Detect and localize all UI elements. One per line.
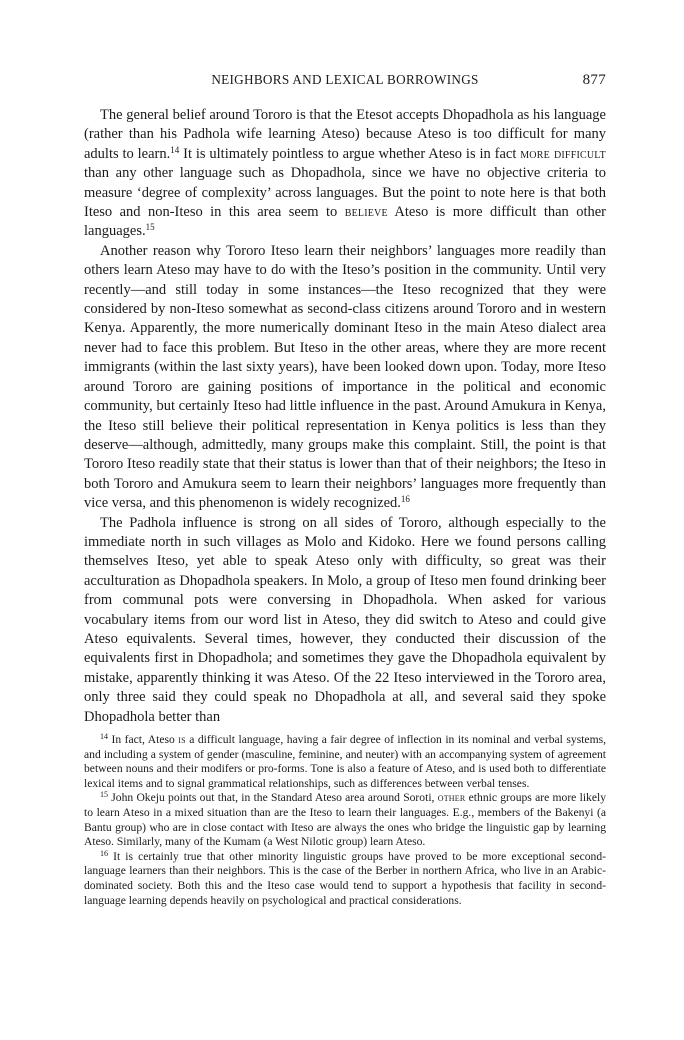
- footnote-number: 16: [100, 848, 108, 858]
- paragraph-2: [84, 242, 606, 514]
- footnote-ref: 15: [145, 222, 155, 233]
- paragraph-3: [84, 514, 606, 727]
- paragraph-text: than any other language such as Dhopadhola, since we have no objective criteria to measure ‘degree of complexity’ across languages. But the point to note here is that both Iteso and non-Iteso in this area seem to: [84, 165, 606, 221]
- paragraph-text: The Padhola influence is strong on all sides of Tororo, although especially to the immediate north in such villages as Molo and Kidoko. Here we found persons calling themselves Iteso, yet able to speak Ateso only with difficulty, so great was their acculturation as Dhopadhola speakers. In Molo, a group of Iteso men found drinking beer from communal pots were conversing in Dhopadhola. When asked for various vocabulary items from our word list in Ateso, they did switch to Ateso and could give Ateso equivalents. Several times, however, they conducted their discussion of the equivalents first in Dhopadhola; and sometimes they gave the Dhopadhola equivalent by mistake, apparently thinking it was Ateso. Of the 22 Iteso interviewed in the Tororo area, only three said they could speak no Dhopadhola at all, and several said they spoke Dhopadhola better than: [84, 514, 606, 725]
- small-caps-emphasis: is: [178, 733, 186, 746]
- footnotes: [84, 733, 606, 908]
- small-caps-emphasis: other: [437, 791, 466, 805]
- footnote-16: [84, 850, 606, 908]
- running-header: [84, 72, 606, 94]
- footnote-ref: 14: [170, 144, 180, 155]
- footnote-15: [84, 791, 606, 849]
- footnote-text: It is certainly true that other minority linguistic groups have proved to be more exceptional second-language learners than their neighbors. This is the case of the Berber in northern Africa, who live in an Arabic-dominated society. Both this and the Iteso case would tend to support a hypothesis that facility in second-language learning depends heavily on psychological and practical considerations.: [84, 849, 606, 907]
- journal-page: [84, 72, 606, 908]
- footnote-number: 14: [100, 732, 108, 741]
- footnote-14: [84, 733, 606, 791]
- paragraph-text: It is ultimately pointless to argue whether Ateso is in fact: [179, 145, 521, 162]
- footnote-number: 15: [100, 790, 108, 800]
- footnote-text: In fact, Ateso: [108, 733, 179, 746]
- footnote-ref: 16: [400, 494, 410, 505]
- paragraph-1: [84, 106, 606, 242]
- footnote-text: John Okeju points out that, in the Standard Ateso area around Soroti,: [108, 791, 438, 805]
- footnote-text: ethnic groups are more likely to learn Ateso in a mixed situation than are the Iteso to learn their languages. E.g., members of the Bakenyi (a Bantu group) who are in close contact with Iteso are always the ones who bridge the linguistic gap by learning Ateso. Similarly, many of the Kumam (a West Nilotic group) learn Ateso.: [84, 791, 606, 849]
- paragraph-text: Another reason why Tororo Iteso learn their neighbors’ languages more readily than others learn Ateso may have to do with the Iteso’s position in the community. Until very recently—and still today in some instances—the Iteso recognized that they were considered by non-Iteso somewhat as second-class citizens around Tororo and in western Kenya. Apparently, the more numerically dominant Iteso in the main Ateso dialect area never had to face this problem. But Iteso in the other areas, where they are more recent immigrants (within the last sixty years), have been looked down upon. Today, more Iteso around Tororo are gaining positions of importance in the political and economic community, but certainly Iteso had little influence in the past. Around Amukura in Kenya, the Iteso still believe their political representation in Kenya politics is less than they deserve—although, admittedly, many groups make this complaint. Still, the point is that Tororo Iteso readily state that their status is lower than that of their neighbors; the Iteso in both Tororo and Amukura seem to learn their neighbors’ languages more frequently than vice versa, and this phenomenon is widely recognized.: [84, 242, 606, 512]
- page-number: 877: [582, 72, 606, 88]
- body-text: [84, 106, 606, 727]
- running-title: NEIGHBORS AND LEXICAL BORROWINGS: [211, 72, 479, 87]
- small-caps-emphasis: more difficult: [520, 145, 606, 162]
- small-caps-emphasis: believe: [344, 204, 388, 221]
- paragraph-text: The general belief around Tororo is that the Etesot accepts Dhopadhola as his language (rather than his Padhola wife learning Ateso) because Ateso is too difficult for many adults to learn.: [84, 107, 606, 162]
- paragraph-text: Ateso is more difficult than other languages.: [84, 204, 606, 240]
- footnote-text: a difficult language, having a fair degree of inflection in its nominal and verbal systems, and including a system of gender (masculine, feminine, and neuter) with an accompanying system of agreement between nouns and their modifers or pro-forms. Tone is also a feature of Ateso, and is used both to differentiate lexical items and to signal grammatical relationships, such as differences between verbal tenses.: [84, 733, 606, 790]
